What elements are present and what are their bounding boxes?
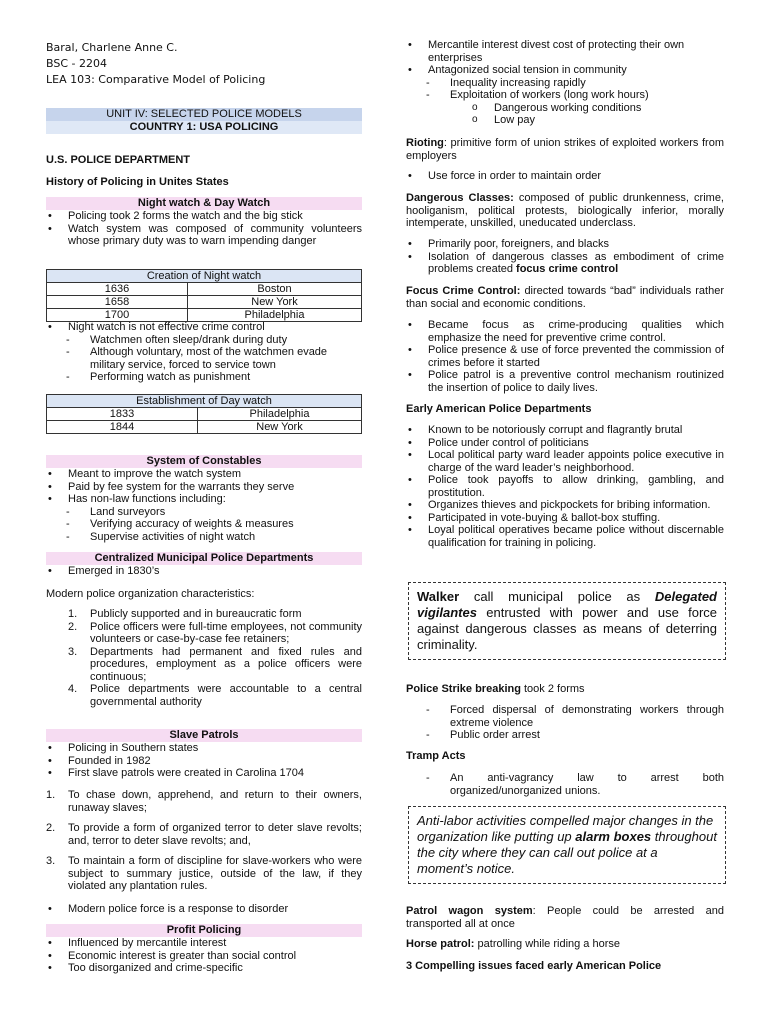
table-cell: 1700: [47, 309, 188, 322]
slave-purposes: [46, 789, 362, 893]
list-item: - Supervise activities of night watch: [46, 531, 362, 544]
table-row: [47, 408, 362, 421]
table-header: Establishment of Day watch: [47, 395, 362, 408]
item-number: 4.: [68, 683, 78, 695]
profit-bullets: [46, 937, 362, 975]
list-item: • Policing in Southern states: [46, 742, 362, 755]
list-item: • Use force in order to maintain order: [406, 170, 724, 183]
table-cell: 1833: [47, 408, 198, 421]
issues-title: 3 Compelling issues faced early American Police: [406, 960, 662, 972]
table-cell: 1844: [47, 421, 198, 434]
band-slave-patrols: Slave Patrols: [46, 729, 362, 742]
list-item: [46, 621, 362, 646]
list-item: [46, 608, 362, 621]
term-rioting: Rioting: [406, 137, 444, 149]
table-row: [47, 309, 362, 322]
night-watch-effectiveness: [46, 321, 362, 384]
term-patrol-wagon: Patrol wagon system: [406, 905, 533, 917]
night-watch-bullets: [46, 210, 362, 248]
list-item: • Loyal political operatives became police without discernable qualification for training in policing.: [406, 524, 724, 549]
callout-emphasis: alarm boxes: [575, 829, 652, 844]
table-header: Creation of Night watch: [47, 270, 362, 283]
list-item: - Verifying accuracy of weights & measures: [46, 518, 362, 531]
table-cell: 1658: [47, 296, 188, 309]
student-header: [46, 40, 265, 88]
list-item: • Mercantile interest divest cost of protecting their own enterprises: [406, 39, 724, 64]
strike-paragraph: [406, 683, 724, 696]
callout-text: throughout the city where they can call out police at a moment’s notice.: [417, 829, 717, 876]
list-item: o Dangerous working conditions: [406, 102, 724, 115]
list-item: • Primarily poor, foreigners, and blacks: [406, 238, 724, 251]
callout-text: call municipal police as: [459, 589, 655, 604]
constables-list: [46, 468, 362, 543]
municipal-intro: Modern police organization characteristics:: [46, 588, 255, 600]
term-definition: directed towards “bad” individuals rather than social and economic conditions.: [406, 285, 724, 310]
tramp-dashes: [406, 772, 724, 797]
table-cell: 1636: [47, 283, 188, 296]
unit-title: UNIT IV: SELECTED POLICE MODELS: [46, 108, 362, 121]
list-item: • Modern police force is a response to disorder: [46, 903, 362, 916]
term-definition: took 2 forms: [520, 683, 585, 695]
table-cell: Boston: [188, 283, 362, 296]
item-number: 3.: [46, 855, 56, 867]
municipal-characteristics: [46, 608, 362, 708]
list-item: • First slave patrols were created in Carolina 1704: [46, 767, 362, 780]
term-strike-breaking: Police Strike breaking: [406, 683, 521, 695]
item-text: Police departments were accountable to a central governmental authority: [90, 683, 362, 708]
list-item: - Land surveyors: [46, 506, 362, 519]
item-number: 2.: [68, 620, 78, 633]
table-cell: Philadelphia: [188, 309, 362, 322]
strike-dashes: [406, 704, 724, 742]
item-number: 1.: [46, 789, 56, 801]
patrol-wagon-paragraph: [406, 905, 724, 930]
list-item: • Night watch is not effective crime control: [46, 321, 362, 334]
rioting-bullets: [406, 170, 724, 183]
term-horse-patrol: Horse patrol:: [406, 938, 475, 950]
anti-labor-callout: [408, 806, 726, 884]
list-item: • Watch system was composed of community volunteers whose primary duty was to warn impending danger: [46, 223, 362, 248]
table-row: [47, 296, 362, 309]
item-text: To chase down, apprehend, and return to their owners, runaway slaves;: [68, 789, 362, 814]
list-item: • Economic interest is greater than social control: [46, 950, 362, 963]
dangerous-paragraph: [406, 192, 724, 230]
table-row: [47, 421, 362, 434]
list-item: • Became focus as crime-producing qualities which emphasize the need for preventive crime control.: [406, 319, 724, 344]
band-profit-policing: Profit Policing: [46, 924, 362, 937]
item-text: Departments had permanent and fixed rules and procedures, employment as a police officers were continuous;: [90, 645, 362, 683]
course-title: LEA 103: Comparative Model of Policing: [46, 73, 266, 86]
band-constables: System of Constables: [46, 455, 362, 468]
early-departments-bullets: [406, 424, 724, 549]
walker-callout: [408, 582, 726, 660]
list-item: • Founded in 1982: [46, 755, 362, 768]
table-row: [47, 283, 362, 296]
slave-modern: [46, 903, 362, 916]
list-item: • Meant to improve the watch system: [46, 468, 362, 481]
table-cell: New York: [188, 296, 362, 309]
term-definition: composed of public drunkenness, crime, hooliganism, political protests, biologically inferior, morally intemperate, unskilled, uneducated underclass.: [406, 192, 724, 229]
slave-bullets: [46, 742, 362, 780]
tramp-acts-title: Tramp Acts: [406, 750, 466, 762]
term-focus-crime-control: Focus Crime Control:: [406, 285, 521, 297]
early-departments-title: Early American Police Departments: [406, 403, 592, 415]
term-dangerous-classes: Dangerous Classes:: [406, 192, 514, 204]
list-item: [46, 683, 362, 708]
list-item: [46, 855, 362, 893]
list-item: - An anti-vagrancy law to arrest both organized/unorganized unions.: [406, 772, 724, 797]
table-cell: Philadelphia: [198, 408, 362, 421]
list-item: • Has non-law functions including:: [46, 493, 362, 506]
focus-paragraph: [406, 285, 724, 310]
student-name: Baral, Charlene Anne C.: [46, 41, 178, 54]
horse-patrol-paragraph: [406, 938, 724, 951]
item-number: 3.: [68, 645, 78, 658]
list-item: • Police took payoffs to allow drinking, gambling, and prostitution.: [406, 474, 724, 499]
list-item: [46, 822, 362, 847]
list-item: [46, 646, 362, 684]
list-item: • Paid by fee system for the warrants they serve: [46, 481, 362, 494]
item-text: Police officers were full-time employees, not community volunteers or case-by-case fee retainers;: [90, 620, 362, 645]
list-item: [46, 789, 362, 814]
dangerous-bullets: [406, 238, 724, 276]
band-night-watch: Night watch & Day Watch: [46, 197, 362, 210]
term-definition: : primitive form of union strikes of exploited workers from employers: [406, 137, 724, 162]
list-item: [406, 251, 724, 276]
callout-text: Anti-labor activities compelled major changes in the organization like putting up: [417, 813, 714, 844]
band-municipal: Centralized Municipal Police Departments: [46, 552, 362, 565]
section-title: U.S. POLICE DEPARTMENT: [46, 154, 191, 166]
item-number: 2.: [46, 822, 56, 834]
student-section: BSC - 2204: [46, 57, 107, 70]
list-item: - Inequality increasing rapidly: [406, 77, 724, 90]
list-item: - Watchmen often sleep/drank during duty: [46, 334, 362, 347]
callout-author: Walker: [417, 589, 460, 604]
item-text: Isolation of dangerous classes as embodiment of crime problems created: [428, 250, 724, 275]
list-item: - Performing watch as punishment: [46, 371, 362, 384]
focus-bullets: [406, 319, 724, 394]
history-title: History of Policing in Unites States: [46, 176, 229, 188]
municipal-emerged: [46, 565, 362, 578]
list-item: - Exploitation of workers (long work hours): [406, 89, 724, 102]
list-item: o Low pay: [406, 114, 724, 127]
callout-text: entrusted with power and use force against dangerous classes as means of deterring criminality.: [417, 605, 717, 652]
item-emphasis: focus crime control: [516, 263, 619, 275]
list-item: - Public order arrest: [406, 729, 724, 742]
list-item: - Forced dispersal of demonstrating workers through extreme violence: [406, 704, 724, 729]
list-item: • Participated in vote-buying & ballot-box stuffing.: [406, 512, 724, 525]
profit-continued: [406, 39, 724, 127]
item-number: 1.: [68, 608, 78, 620]
item-text: To maintain a form of discipline for slave-workers who were subject to summary justice, outside of the law, if they violated any plantation rules.: [68, 855, 362, 892]
list-item: • Police presence & use of force prevented the commission of crimes before it started: [406, 344, 724, 369]
term-definition: : People could be arrested and transported all at once: [406, 905, 724, 930]
night-watch-table: [46, 269, 362, 322]
list-item: • Antagonized social tension in community: [406, 64, 724, 77]
day-watch-table: [46, 394, 362, 434]
list-item: • Policing took 2 forms the watch and the big stick: [46, 210, 362, 223]
country-title: COUNTRY 1: USA POLICING: [46, 121, 362, 134]
list-item: - Although voluntary, most of the watchmen evade military service, forced to service town: [46, 346, 362, 371]
list-item: • Organizes thieves and pickpockets for bribing information.: [406, 499, 724, 512]
list-item: • Too disorganized and crime-specific: [46, 962, 362, 975]
table-cell: New York: [198, 421, 362, 434]
callout-emphasis: Delegated vigilantes: [417, 589, 717, 620]
item-text: To provide a form of organized terror to deter slave revolts; and, terror to deter slave revolts; and,: [68, 822, 362, 847]
term-definition: patrolling while riding a horse: [474, 938, 620, 950]
list-item: • Local political party ward leader appoints police executive in charge of the ward leader’s neighborhood.: [406, 449, 724, 474]
item-text: Publicly supported and in bureaucratic form: [90, 608, 302, 620]
list-item: • Police patrol is a preventive control mechanism routinized the insertion of police to daily lives.: [406, 369, 724, 394]
list-item: • Emerged in 1830’s: [46, 565, 362, 578]
list-item: • Influenced by mercantile interest: [46, 937, 362, 950]
list-item: • Known to be notoriously corrupt and flagrantly brutal: [406, 424, 724, 437]
list-item: • Police under control of politicians: [406, 437, 724, 450]
rioting-paragraph: [406, 137, 724, 162]
